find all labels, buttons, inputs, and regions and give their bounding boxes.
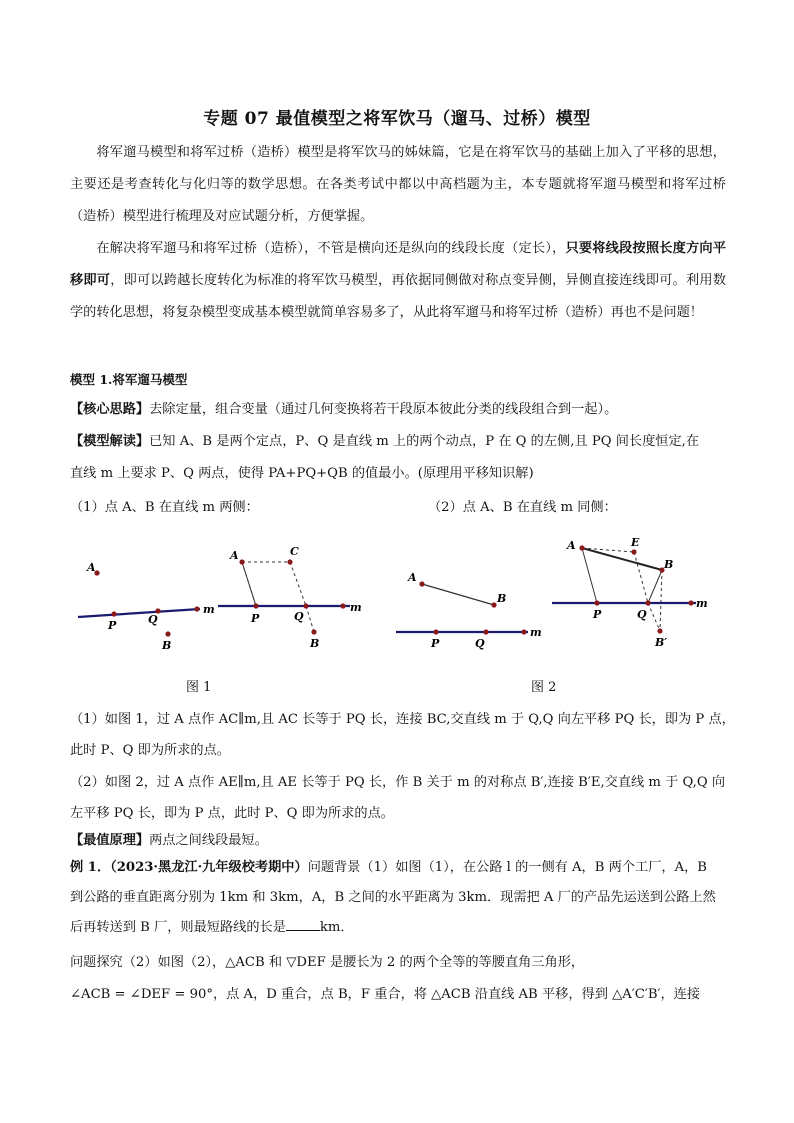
example-1-text-3a: 后再转送到 B 厂，则最短路线的长是 xyxy=(70,920,286,935)
fig2-label-m-left: m xyxy=(530,626,542,639)
principle-label: 【最值原理】 xyxy=(70,833,150,848)
fig1-label-C: C xyxy=(290,545,299,558)
fig2-label-P-right: P xyxy=(593,608,602,621)
model-explain-label: 【模型解读】 xyxy=(70,434,150,449)
intro-2-emphasis: 只要将线段按照长度方向平移即可 xyxy=(70,241,726,288)
example-1-line-4: 问题探究（2）如图（2），△ACB 和 ▽DEF 是腰长为 2 的两个全等的等腰直角三角形， xyxy=(70,955,585,970)
fig1-label-A-right: A xyxy=(230,549,239,562)
fig2-label-m-right: m xyxy=(696,597,708,610)
fig2-label-A-right: A xyxy=(567,539,576,552)
intro-2-text-c: ，即可以跨越长度转化为标准的将军饮马模型，再依据同侧做对称点变异侧，异侧直接连线即可。利用数学的转化思想，将复杂模型变成基本模型就简单容易多了，从此将军遛马和将军过桥（造桥）再也不是问题！ xyxy=(70,273,727,320)
solution-1-line-1: （1）如图 1，过 A 点作 AC∥m,且 AC 长等于 PQ 长，连接 BC,交直线 m 于 Q,Q 向左平移 PQ 长，即为 P 点， xyxy=(70,712,735,727)
example-1-line-5: ∠ACB = ∠DEF = 90°，点 A，D 重合，点 B，F 重合，将 △ACB 沿直线 AB 平移，得到 △A′C′B′，连接 xyxy=(70,987,701,1002)
example-1-line-2: 到公路的垂直距离分别为 1km 和 3km，A，B 之间的水平距离为 3km．现需把 A 厂的产品先运送到公路上然 xyxy=(70,890,716,905)
model-explain-line-1 xyxy=(70,430,699,449)
fig1-label-Q-left: Q xyxy=(148,613,158,626)
fig1-label-B-right: B xyxy=(310,637,320,650)
principle-text: 两点之间线段最短。 xyxy=(149,833,268,848)
solution-1-line-2: 此时 P、Q 即为所求的点。 xyxy=(70,743,230,758)
intro-2-text-a: 在解决将军遛马和将军过桥（造桥），不管是横向还是纵向的线段长度（定长）， xyxy=(96,241,566,256)
example-1-line-3 xyxy=(70,916,354,935)
fig1-label-B-left: B xyxy=(162,639,172,652)
intro-paragraph-2 xyxy=(70,233,726,329)
example-1-text-3b: km． xyxy=(319,920,354,935)
figure-1-caption: 图 1 xyxy=(186,680,212,695)
fig2-label-Bprime: B′ xyxy=(655,636,668,649)
fig2-label-B-left: B xyxy=(497,592,507,605)
core-idea-text: 去除定量，组合变量（通过几何变换将若干段原本彼此分类的线段组合到一起）。 xyxy=(149,402,618,417)
fig2-label-Q-left: Q xyxy=(475,637,485,650)
fig1-label-A-left: A xyxy=(87,561,96,574)
case-1-heading: （1）点 A、B 在直线 m 两侧： xyxy=(70,500,259,515)
page-title: 专题 07 最值模型之将军饮马（遛马、过桥）模型 xyxy=(203,109,591,129)
fig2-label-Q-right: Q xyxy=(637,608,647,621)
example-1-line-1 xyxy=(70,856,707,875)
fig1-label-P-left: P xyxy=(108,619,117,632)
fig2-label-P-left: P xyxy=(431,637,440,650)
fig1-label-Q-right: Q xyxy=(294,610,304,623)
model-explain-text-1: 已知 A、B 是两个定点，P、Q 是直线 m 上的两个动点，P 在 Q 的左侧,且 PQ 间长度恒定,在 xyxy=(149,434,700,449)
core-idea xyxy=(70,398,617,417)
core-idea-label: 【核心思路】 xyxy=(70,402,150,417)
solution-2-line-1: （2）如图 2，过 A 点作 AE∥m,且 AE 长等于 PQ 长，作 B 关于 m 的对称点 B′,连接 B′E,交直线 m 于 Q,Q 向 xyxy=(70,775,726,790)
fig2-label-A-left: A xyxy=(408,571,417,584)
fig2-label-E: E xyxy=(631,536,640,549)
fig2-label-B-right: B xyxy=(664,558,674,571)
example-1-text-1: 问题背景（1）如图（1），在公路 l 的一侧有 A，B 两个工厂，A，B xyxy=(307,860,707,875)
figure-1 xyxy=(70,535,370,660)
fig1-label-m-right: m xyxy=(350,601,362,614)
model-1-heading: 模型 1.将军遛马模型 xyxy=(70,372,188,387)
model-explain-line-2: 直线 m 上要求 P、Q 两点，使得 PA+PQ+QB 的值最小。(原理用平移知识解) xyxy=(70,466,534,481)
case-2-heading: （2）点 A、B 在直线 m 同侧： xyxy=(428,500,617,515)
example-1-source: 例 1．（2023·黑龙江·九年级校考期中） xyxy=(70,860,308,875)
fig1-label-m-left: m xyxy=(203,603,215,616)
figure-2-caption: 图 2 xyxy=(531,680,557,695)
figure-2 xyxy=(390,530,720,655)
answer-blank[interactable] xyxy=(286,918,320,931)
solution-2-line-2: 左平移 PQ 长，即为 P 点，此时 P、Q 即为所求的点。 xyxy=(70,806,394,821)
fig1-label-P-right: P xyxy=(251,612,260,625)
intro-paragraph-1: 将军遛马模型和将军过桥（造桥）模型是将军饮马的姊妹篇，它是在将军饮马的基础上加入了平移的思想，主要还是考查转化与化归等的数学思想。在各类考试中都以中高档题为主，本专题就将军遛马模型和将军过桥（造桥）模型进行梳理及对应试题分析，方便掌握。 xyxy=(70,145,726,224)
principle xyxy=(70,829,268,848)
